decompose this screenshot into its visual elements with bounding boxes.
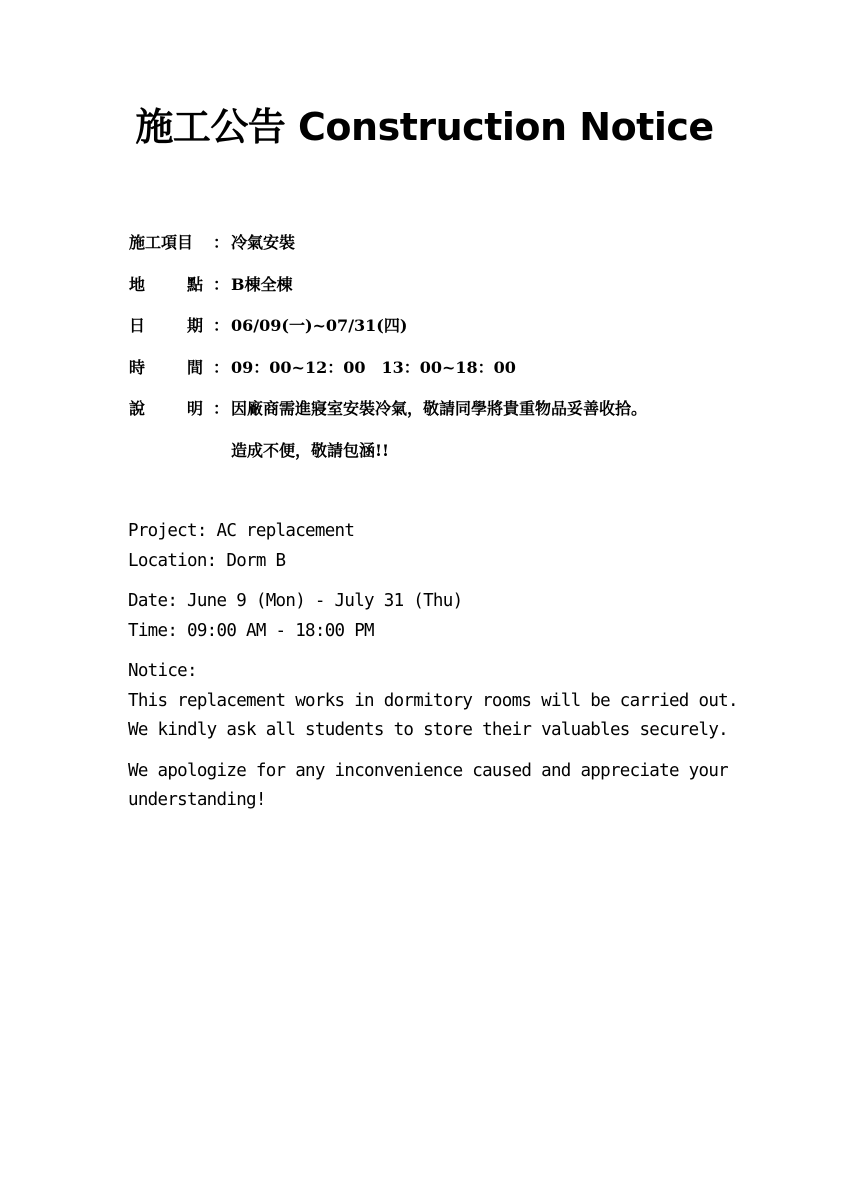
zh-time-colon: ： xyxy=(213,357,230,377)
zh-description-label-char-2: 明 xyxy=(186,399,203,418)
zh-description-label-char-1: 說 xyxy=(129,399,146,418)
zh-location-colon: ： xyxy=(213,274,230,294)
zh-time-label-char-2: 間 xyxy=(186,357,203,377)
spacer xyxy=(128,646,768,657)
zh-description-label xyxy=(129,396,203,422)
english-notice-details xyxy=(128,517,768,816)
zh-time-label-char-1: 時 xyxy=(129,357,146,377)
zh-description-line-1: 因廠商需進寢室安裝冷氣，敬請同學將貴重物品妥善收拾。 xyxy=(231,399,648,418)
spacer xyxy=(128,746,768,757)
en-date-line: Date: June 9 (Mon) - July 31 (Thu) xyxy=(128,591,463,611)
zh-project-row xyxy=(129,230,769,256)
en-notice-heading: Notice: xyxy=(128,661,197,681)
zh-location-label xyxy=(129,272,203,298)
zh-date-label-char-1: 日 xyxy=(129,316,146,335)
zh-location-label-char-1: 地 xyxy=(129,274,146,294)
page-title: 施工公告 Construction Notice xyxy=(135,105,714,149)
zh-time-value: 09：00~12：00 13：00~18：00 xyxy=(231,357,516,377)
zh-description-row xyxy=(129,396,769,422)
zh-project-colon: ： xyxy=(213,233,230,252)
zh-location-row xyxy=(129,272,769,298)
zh-date-colon: ： xyxy=(213,316,230,335)
zh-project-label: 施工項目 xyxy=(129,233,194,252)
chinese-notice-details xyxy=(129,230,769,479)
en-project-line: Project: AC replacement xyxy=(128,521,355,541)
en-location-line: Location: Dorm B xyxy=(128,550,286,571)
zh-project-value: 冷氣安裝 xyxy=(231,233,296,252)
zh-description-continuation-row xyxy=(129,438,769,464)
zh-date-label-char-2: 期 xyxy=(186,316,203,335)
en-apology-line-1: We apologize for any inconvenience caused and appreciate your xyxy=(128,760,728,781)
en-notice-line-2: We kindly ask all students to store their valuables securely. xyxy=(128,720,728,740)
en-apology-line-2: understanding! xyxy=(128,790,266,810)
zh-location-label-char-2: 點 xyxy=(186,274,203,294)
en-notice-line-1: This replacement works in dormitory rooms will be carried out. xyxy=(128,690,738,711)
zh-location-value: B棟全棟 xyxy=(231,274,293,294)
zh-description-colon: ： xyxy=(213,399,230,418)
zh-description-line-2: 造成不便，敬請包涵!! xyxy=(231,440,390,460)
en-time-line: Time: 09:00 AM - 18:00 PM xyxy=(128,620,374,641)
zh-date-value: 06/09(一)~07/31(四) xyxy=(231,316,408,335)
zh-date-label xyxy=(129,313,203,339)
zh-date-row xyxy=(129,313,769,339)
zh-time-label xyxy=(129,355,203,381)
zh-time-row xyxy=(129,355,769,381)
spacer xyxy=(128,576,768,587)
